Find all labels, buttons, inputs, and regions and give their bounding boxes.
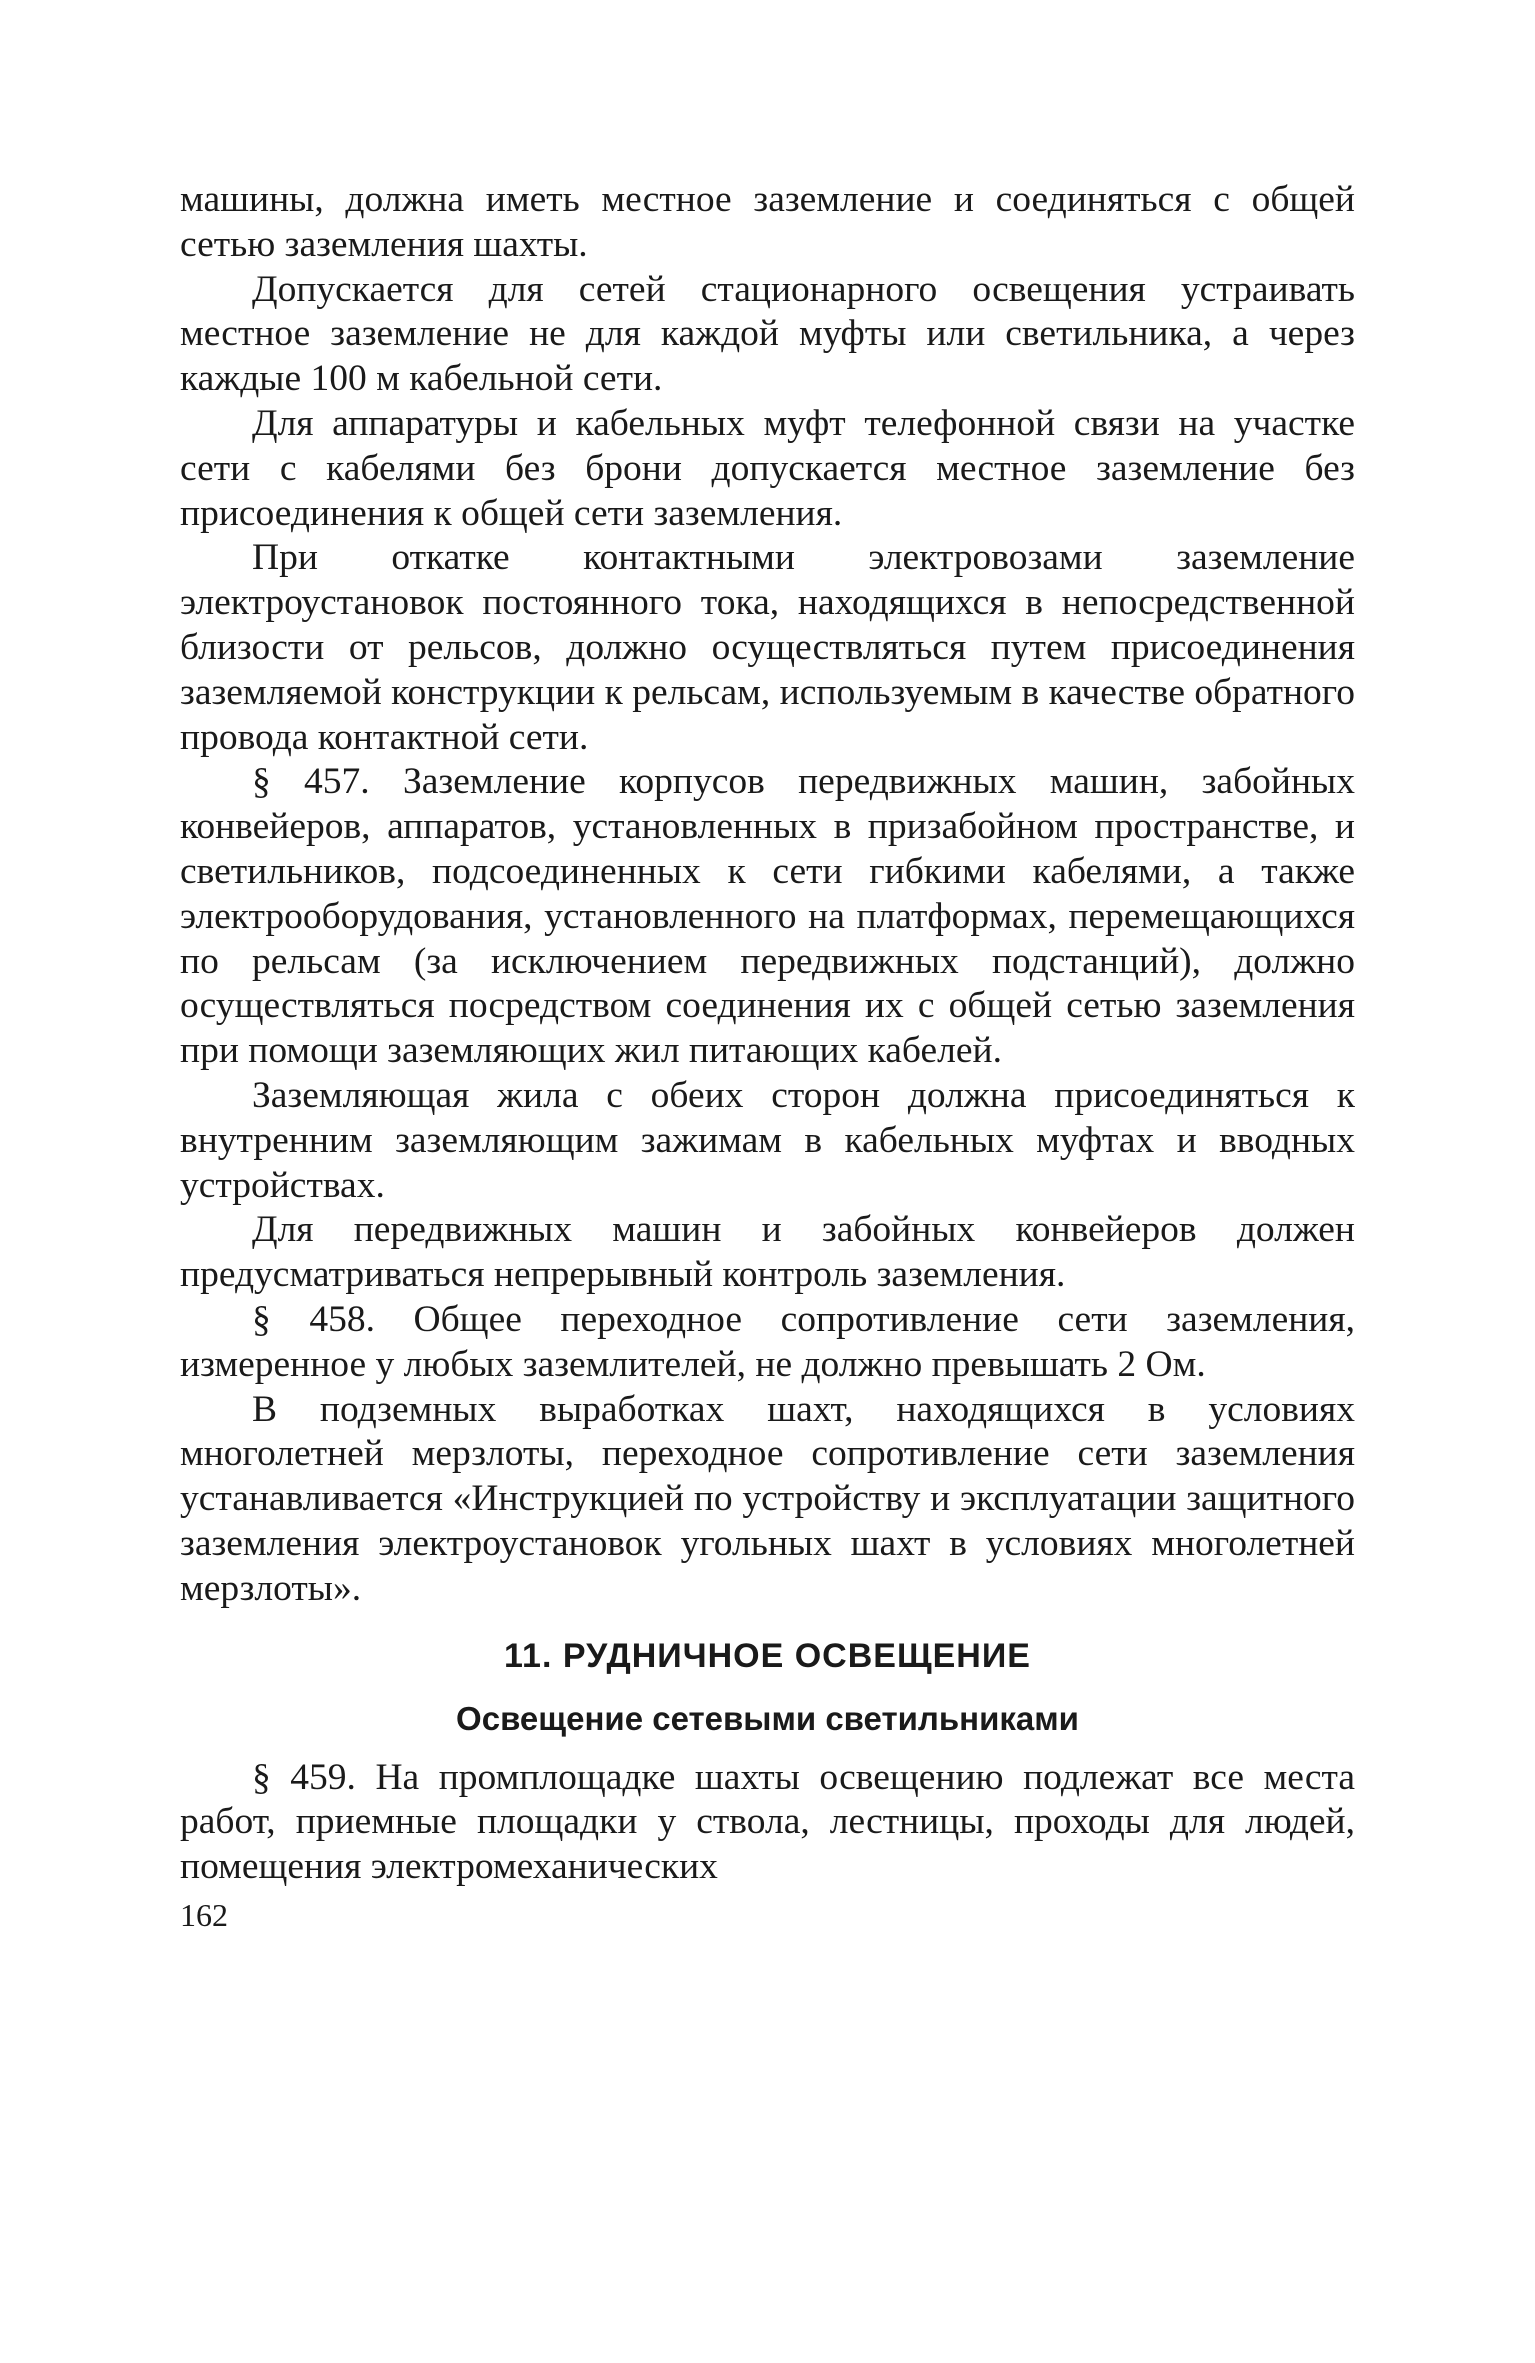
sub-heading: Освещение сетевыми светильниками — [456, 1699, 1079, 1737]
paragraph-9: В подземных выработках шахт, находящихся в условиях многолетней мерзлоты, переходное сопротивление сети заземления устанавливается «Инструкцией по устройству и эксплуатации защитного заземления электроустановок угольных шахт в условиях многолетней мерзлоты». — [180, 1388, 1355, 1609]
paragraph-3: Для аппаратуры и кабельных муфт телефонной связи на участке сети с кабелями без брони допускается местное заземление без присоединения к общей сети заземления. — [180, 402, 1355, 534]
paragraph-6: Заземляющая жила с обеих сторон должна присоединяться к внутренним заземляющим зажимам в кабельных муфтах и вводных устройствах. — [180, 1074, 1355, 1206]
paragraph-2: Допускается для сетей стационарного освещения устраивать местное заземление не для каждой муфты или светильника, а через каждые 100 м кабельной сети. — [180, 268, 1355, 400]
paragraph-1: машины, должна иметь местное заземление и соединяться с общей сетью заземления шахты. — [180, 179, 1355, 265]
section-heading: 11. РУДНИЧНОЕ ОСВЕЩЕНИЕ — [504, 1636, 1031, 1675]
paragraph-section-459: § 459. На промплощадке шахты освещению подлежат все места работ, приемные площадки у ствола, лестницы, проходы для людей, помещения электромеханических — [180, 1756, 1355, 1888]
document-page — [180, 178, 1355, 1936]
paragraph-4: При откатке контактными электровозами заземление электроустановок постоянного тока, находящихся в непосредственной близости от рельсов, должно осуществляться путем присоединения заземляемой конструкции к рельсам, используемым в качестве обратного провода контактной сети. — [180, 537, 1355, 758]
paragraph-7: Для передвижных машин и забойных конвейеров должен предусматриваться непрерывный контроль заземления. — [180, 1209, 1355, 1296]
page-number: 162 — [180, 1896, 228, 1933]
paragraph-section-458: § 458. Общее переходное сопротивление сети заземления, измеренное у любых заземлителей, не должно превышать 2 Ом. — [180, 1298, 1355, 1385]
paragraph-section-457: § 457. Заземление корпусов передвижных машин, забойных конвейеров, аппаратов, установленных в призабойном пространстве, и светильников, подсоединенных к сети гибкими кабелями, а также электрооборудования, установленного на платформах, перемещающихся по рельсам (за исключением передвижных подстанций), должно осуществляться посредством соединения их с общей сетью заземления при помощи заземляющих жил питающих кабелей. — [180, 761, 1355, 1072]
